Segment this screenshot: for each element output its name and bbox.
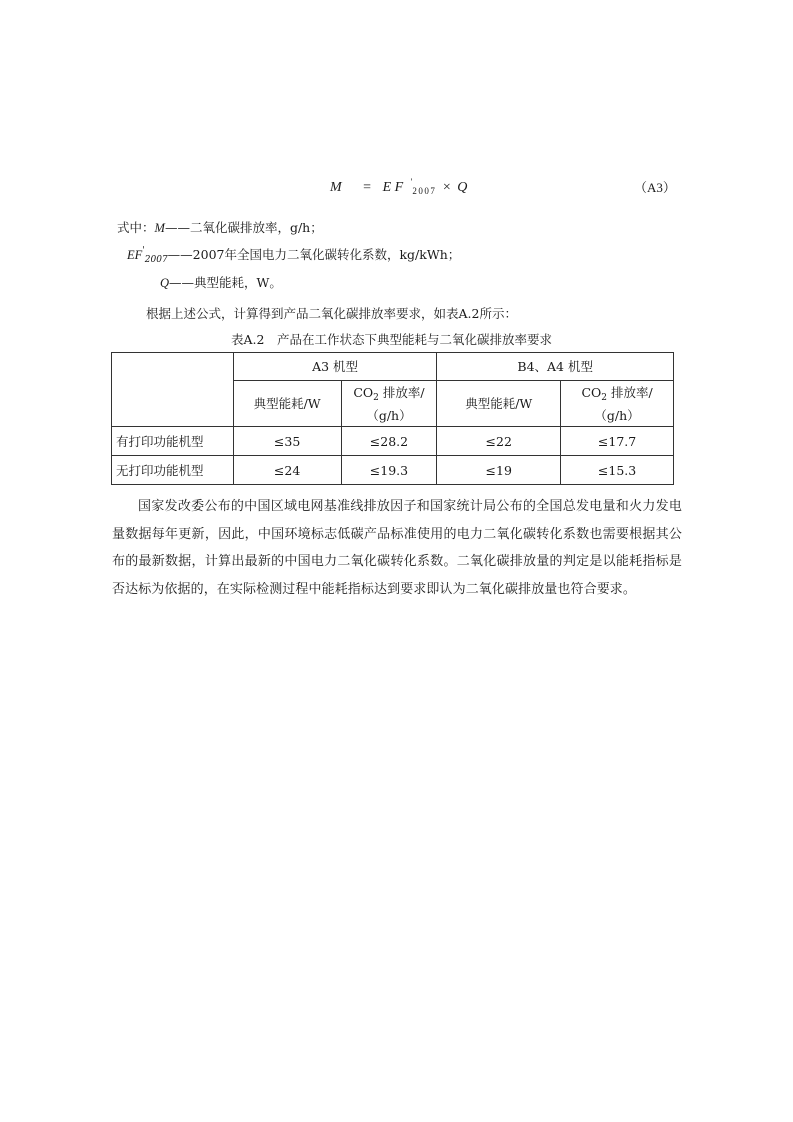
table-row xyxy=(112,427,674,456)
header-b-co2 xyxy=(561,381,674,427)
cell-a3-co2: ≤19.3 xyxy=(341,456,437,485)
cell-a3-energy: ≤24 xyxy=(233,456,341,485)
header-group-a3: A3 机型 xyxy=(233,353,437,381)
body-paragraph: 国家发改委公布的中国区域电网基准线排放因子和国家统计局公布的全国总发电量和火力发电量数据每年更新，因此，中国环境标志低碳产品标准使用的电力二氧化碳转化系数也需要根据其公布的最新数据，计算出最新的中国电力二氧化碳转化系数。二氧化碳排放量的判定是以能耗指标是否达标为依据的，在实际检测过程中能耗指标达到要求即认为二氧化碳排放量也符合要求。 xyxy=(112,499,682,597)
formula-prime: ' xyxy=(410,177,413,187)
table-row xyxy=(112,456,674,485)
definition-q-var: Q xyxy=(160,276,170,290)
formula-ef: E F xyxy=(382,180,404,195)
definition-m-var: M xyxy=(154,221,165,235)
header-b-co2-sub: 2 xyxy=(601,392,607,403)
cell-b-energy: ≤19 xyxy=(437,456,561,485)
formula-m: M xyxy=(330,180,342,195)
header-a3-co2-unit: （g/h） xyxy=(366,407,412,423)
row-label: 无打印功能机型 xyxy=(112,456,234,485)
formula-a3 xyxy=(330,177,467,196)
formula-times: × xyxy=(442,180,451,195)
header-b-co2-prefix: CO xyxy=(581,384,602,400)
cell-b-co2: ≤17.7 xyxy=(561,427,674,456)
definition-prefix: 式中： xyxy=(117,220,155,235)
definition-ef xyxy=(127,245,460,265)
data-table xyxy=(111,352,674,485)
table-header-row-group xyxy=(112,353,674,381)
definition-ef-var: EF xyxy=(127,248,143,262)
formula-year: 2007 xyxy=(412,186,437,196)
definition-m-text: ——二氧化碳排放率，g/h； xyxy=(164,220,323,235)
header-a3-energy: 典型能耗/W xyxy=(233,381,341,427)
row-label: 有打印功能机型 xyxy=(112,427,234,456)
definition-ef-year: 2007 xyxy=(144,255,168,265)
header-a3-co2-prefix: CO xyxy=(353,384,374,400)
cell-b-energy: ≤22 xyxy=(437,427,561,456)
definition-ef-prime: ' xyxy=(142,246,145,256)
definition-q xyxy=(160,273,282,291)
header-b-co2-suffix: 排放率/ xyxy=(606,384,653,400)
table-caption: 表A.2 产品在工作状态下典型能耗与二氧化碳排放率要求 xyxy=(231,332,552,347)
definition-q-text: ——典型能耗，W。 xyxy=(169,275,282,290)
table-corner-cell xyxy=(112,353,234,427)
cell-a3-energy: ≤35 xyxy=(233,427,341,456)
formula-q: Q xyxy=(457,180,468,195)
cell-b-co2: ≤15.3 xyxy=(561,456,674,485)
cell-a3-co2: ≤28.2 xyxy=(341,427,437,456)
header-a3-co2-suffix: 排放率/ xyxy=(378,384,425,400)
header-a3-co2 xyxy=(341,381,437,427)
intro-sentence: 根据上述公式，计算得到产品二氧化碳排放率要求，如表A.2所示： xyxy=(146,306,517,321)
definition-ef-text: ——2007年全国电力二氧化碳转化系数，kg/kWh； xyxy=(167,247,461,262)
header-a3-co2-sub: 2 xyxy=(373,392,379,403)
header-b-energy: 典型能耗/W xyxy=(437,381,561,427)
formula-equals: = xyxy=(363,180,372,195)
formula-number: （A3） xyxy=(634,180,676,195)
header-b-co2-unit: （g/h） xyxy=(594,407,640,423)
header-group-b4a4: B4、A4 机型 xyxy=(437,353,674,381)
definition-m xyxy=(117,218,323,236)
